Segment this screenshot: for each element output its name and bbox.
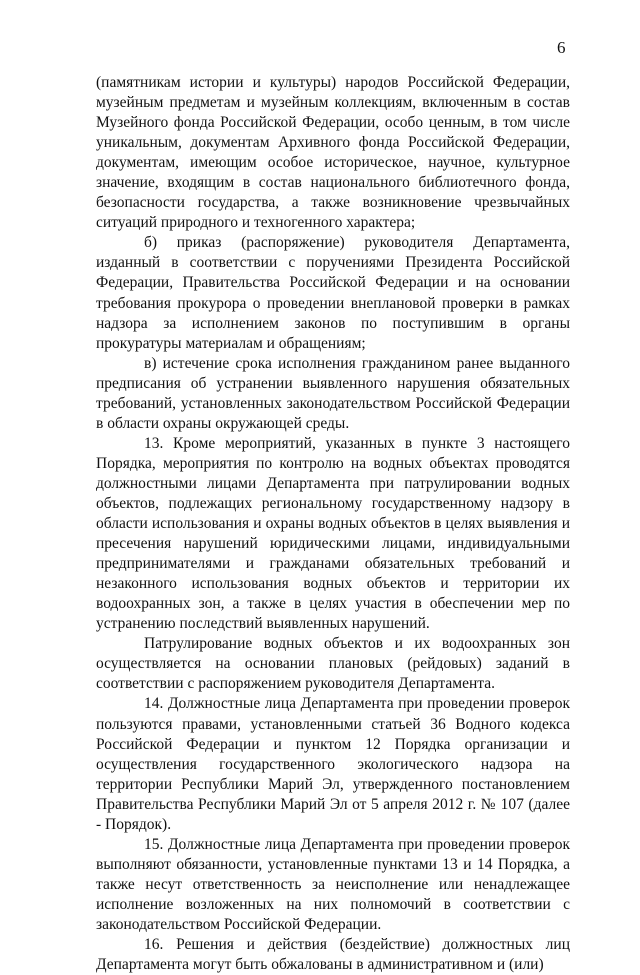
- paragraph-14: 14. Должностные лица Департамента при проведении проверок пользуются правами, установленными статьей 36 Водного кодекса Российской Федерации и пунктом 12 Порядка организации и осуществления государственного экологического надзора на территории Республики Марий Эл, утвержденного постановлением Правительства Республики Марий Эл от 5 апреля 2012 г. № 107 (далее - Порядок).: [96, 695, 570, 833]
- paragraph-patrol: Патрулирование водных объектов и их водоохранных зон осуществляется на основании плановых (рейдовых) заданий в соответствии с распоряжением руководителя Департамента.: [96, 635, 570, 693]
- paragraph-15: 15. Должностные лица Департамента при проведении проверок выполняют обязанности, установленные пунктами 13 и 14 Порядка, а также несут ответственность за неисполнение или ненадлежащее исполнение возложенных на них полномочий в соответствии с законодательством Российской Федерации.: [96, 835, 570, 933]
- paragraph-item-v: в) истечение срока исполнения гражданином ранее выданного предписания об устранении выявленного нарушения обязательных требований, установленных законодательством Российской Федерации в области охраны окружающей среды.: [96, 354, 570, 432]
- paragraph-continuation: (памятникам истории и культуры) народов Российской Федерации, музейным предметам и музейным коллекциям, включенным в состав Музейного фонда Российской Федерации, особо ценным, в том числе уникальным, документам Архивного фонда Российской Федерации, документам, имеющим особое историческое, научное, культурное значение, входящим в состав национального библиотечного фонда, безопасности государства, а также возникновение чрезвычайных ситуаций природного и техногенного характера;: [96, 74, 570, 232]
- document-body: [96, 73, 570, 975]
- paragraph-item-b: б) приказ (распоряжение) руководителя Департамента, изданный в соответствии с поручениями Президента Российской Федерации, Правительства Российской Федерации и на основании требования прокурора о проведении внеплановой проверки в рамках надзора за исполнением законов по поступившим в органы прокуратуры материалам и обращениям;: [96, 234, 570, 352]
- paragraph-16: 16. Решения и действия (бездействие) должностных лиц Департамента могут быть обжалованы в административном и (или): [96, 936, 570, 974]
- page-number: 6: [557, 38, 566, 57]
- paragraph-13: 13. Кроме мероприятий, указанных в пункте 3 настоящего Порядка, мероприятия по контролю на водных объектах проводятся должностными лицами Департамента при патрулировании водных объектов, подлежащих региональному государственному надзору в области использования и охраны водных объектов в целях выявления и пресечения нарушений юридическими лицами, индивидуальными предпринимателями и гражданами обязательных требований и незаконного использования водных объектов и территории их водоохранных зон, а также в целях участия в обеспечении мер по устранению последствий выявленных нарушений.: [96, 434, 570, 633]
